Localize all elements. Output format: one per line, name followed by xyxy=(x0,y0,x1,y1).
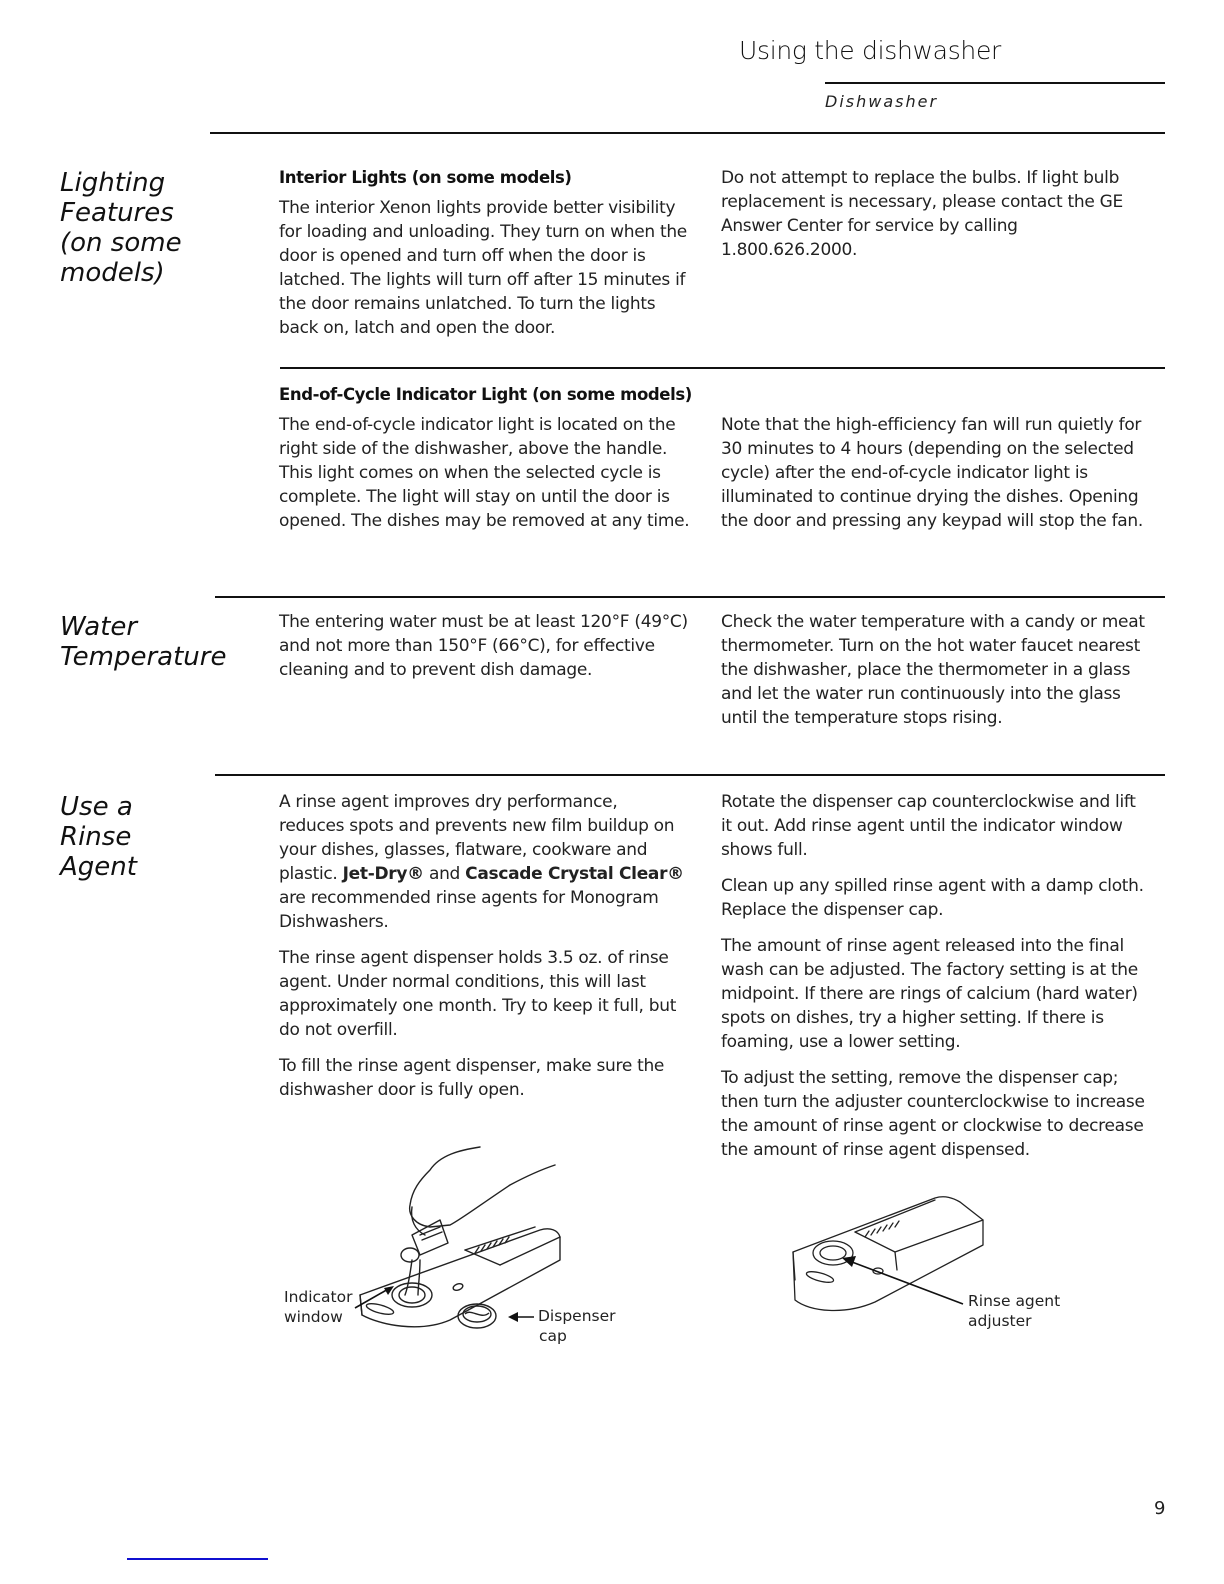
section-title-line: Rinse xyxy=(60,822,132,852)
section-title-line: (on some xyxy=(60,228,182,258)
callout-line: Dispenser xyxy=(538,1307,616,1325)
rinse-adjust-info: The amount of rinse agent released into the final wash can be adjusted. The factory setting is at the midpoint. If there are rings of calcium (hard water) spots on dishes, try a higher setting. If there is foaming, use a lower setting. xyxy=(721,936,1138,1052)
indicator-window xyxy=(805,1270,834,1285)
brand-jet-dry: Jet-Dry® xyxy=(342,864,424,884)
section-rule-top xyxy=(210,132,1165,134)
page-header-title: Using the dishwasher xyxy=(739,36,1002,65)
header-rule xyxy=(825,82,1165,84)
rinse-cleanup: Clean up any spilled rinse agent with a damp cloth. Replace the dispenser cap. xyxy=(721,876,1144,920)
section-title-line: Water xyxy=(60,612,138,642)
hand-drawing xyxy=(410,1147,555,1227)
water-temp-check: Check the water temperature with a candy or meat thermometer. Turn on the hot water faucet nearest the dishwasher, place the thermometer in a glass and let the water run continuously into the glass until the temperature stops rising. xyxy=(721,612,1145,728)
rinse-rotate-cap: Rotate the dispenser cap counterclockwise and lift it out. Add rinse agent until the indicator window shows full. xyxy=(721,792,1136,860)
callout-line: adjuster xyxy=(968,1312,1032,1330)
section-title-rinse xyxy=(60,792,137,882)
footer-link-underline xyxy=(127,1558,268,1560)
rinse-left xyxy=(279,790,684,1114)
section-title-water xyxy=(60,612,226,672)
water-temp-right xyxy=(721,610,1151,742)
dispenser-cap-illustration xyxy=(455,1300,505,1332)
subsection-rule xyxy=(280,367,1165,369)
rinse-right xyxy=(721,790,1151,1174)
interior-lights-heading: Interior Lights (on some models) xyxy=(279,168,572,187)
callout-line: window xyxy=(284,1308,343,1326)
dispenser-cap-label xyxy=(538,1306,616,1346)
end-of-cycle-right xyxy=(721,413,1146,545)
indicator-window-label xyxy=(284,1287,353,1327)
water-temp-left xyxy=(279,610,699,694)
bottle-cap xyxy=(401,1248,419,1262)
section-rule-rinse xyxy=(215,774,1165,776)
rinse-fill-instruction: To fill the rinse agent dispenser, make sure the dishwasher door is fully open. xyxy=(279,1056,665,1100)
callout-line: cap xyxy=(539,1327,567,1345)
page-header-subtitle: Dishwasher xyxy=(825,92,939,111)
interior-lights-text: The interior Xenon lights provide better visibility for loading and unloading. They turn on when the door is opened and turn off when the door is latched. The lights will turn off after 15 minutes if the door remains unlatched. To turn the lights back on, latch and open the door. xyxy=(279,198,687,338)
callout-line: Rinse agent xyxy=(968,1292,1061,1310)
section-title-line: Lighting xyxy=(60,168,166,198)
section-title-lighting xyxy=(60,168,182,288)
rinse-intro xyxy=(279,790,684,934)
section-title-line: models) xyxy=(60,258,165,288)
section-title-line: Use a xyxy=(60,792,133,822)
bulb-replacement-text: Do not attempt to replace the bulbs. If light bulb replacement is necessary, please contact the GE Answer Center for service by calling 1.800.626.2000. xyxy=(721,168,1123,260)
callout-line: Indicator xyxy=(284,1288,353,1306)
section-rule-water xyxy=(215,596,1165,598)
section-title-line: Temperature xyxy=(60,642,227,672)
rinse-adjust-steps: To adjust the setting, remove the dispenser cap; then turn the adjuster counterclockwise to increase the amount of rinse agent or clockwise to decrease the amount of rinse agent dispensed. xyxy=(721,1068,1145,1160)
interior-lights-left xyxy=(279,166,699,352)
rinse-intro-text: A rinse agent improves dry performance, reduces spots and prevents new film buildup on your dishes, glasses, flatware, cookware and plastic. xyxy=(279,792,675,884)
interior-lights-right xyxy=(721,166,1146,274)
end-of-cycle-heading: End-of-Cycle Indicator Light (on some models) xyxy=(279,385,692,404)
page-number: 9 xyxy=(1154,1498,1166,1519)
rinse-intro-text: and xyxy=(423,864,466,884)
adjuster-arrow xyxy=(838,1252,968,1308)
water-temp-requirement: The entering water must be at least 120°F (49°C) and not more than 150°F (66°C), for effective cleaning and to prevent dish damage. xyxy=(279,612,688,680)
rinse-intro-text: are recommended rinse agents for Monogram Dishwashers. xyxy=(279,888,659,932)
fan-note-text: Note that the high-efficiency fan will run quietly for 30 minutes to 4 hours (depending on the selected cycle) after the end-of-cycle indicator light is illuminated to continue drying the dishes. Opening the door and pressing any keypad will stop the fan. xyxy=(721,415,1143,531)
end-of-cycle-text: The end-of-cycle indicator light is located on the right side of the dishwasher, above the handle. This light comes on when the selected cycle is complete. The light will stay on until the door is opened. The dishes may be removed at any time. xyxy=(279,415,690,531)
hand-finger xyxy=(412,1207,425,1235)
section-title-line: Agent xyxy=(60,852,137,882)
end-of-cycle-left xyxy=(279,383,699,545)
rinse-agent-adjuster-label xyxy=(968,1291,1060,1331)
section-title-line: Features xyxy=(60,198,174,228)
rinse-capacity: The rinse agent dispenser holds 3.5 oz. of rinse agent. Under normal conditions, this will last approximately one month. Try to keep it full, but do not overfill. xyxy=(279,948,677,1040)
brand-cascade: Cascade Crystal Clear® xyxy=(465,864,684,884)
indicator-arrow xyxy=(352,1282,402,1312)
cap-arrow xyxy=(506,1310,536,1324)
